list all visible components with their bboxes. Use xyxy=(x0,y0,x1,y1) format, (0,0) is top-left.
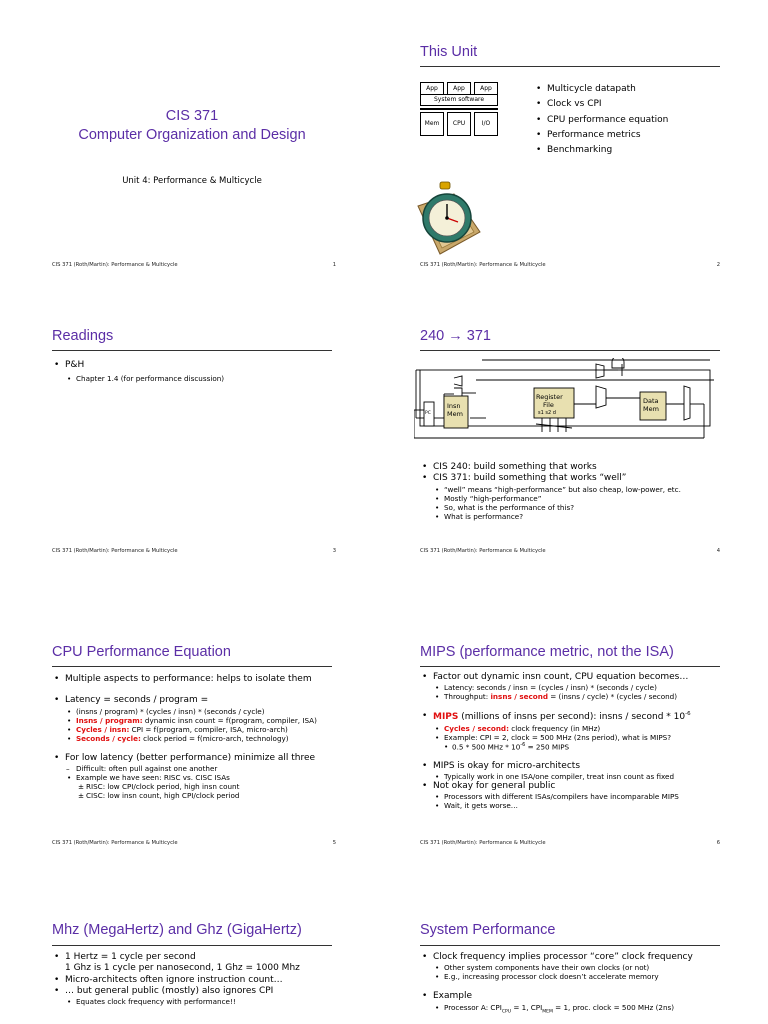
definition-text: (millions of insns per second): insns / second * 10 xyxy=(458,712,686,723)
list-item: • Processors with different ISAs/compilers have incomparable MIPS xyxy=(422,792,738,801)
list-item: – Difficult: often pull against one another xyxy=(54,764,340,773)
list-item: • Latency: seconds / insn = (cycles / insn) * (seconds / cycle) xyxy=(422,683,738,692)
exponent: -6 xyxy=(685,711,691,718)
list-item: • Multiple aspects to performance: helps to isolate them xyxy=(54,674,340,685)
line-1: 1 Hertz = 1 cycle per second xyxy=(65,952,196,962)
list-item: • Chapter 1.4 (for performance discussion) xyxy=(54,374,340,383)
proc-a-text: = 1, proc. clock = 500 MHz (2ns) xyxy=(552,1002,675,1012)
list-item: • For low latency (better performance) minimize all three xyxy=(54,753,340,764)
emphasis-term: Cycles / insn: xyxy=(76,724,130,734)
list-item: • Factor out dynamic insn count, CPU equation becomes… xyxy=(422,672,738,683)
exponent: -6 xyxy=(520,741,526,748)
list-item: • P&H xyxy=(54,360,340,371)
list-item: • Multicycle datapath xyxy=(536,82,668,97)
slide-2-bullets xyxy=(536,82,668,158)
slide-5-body xyxy=(54,674,340,800)
page-number: 4 xyxy=(716,548,720,554)
list-item: • “well” means “high-performance” but also cheap, low-power, etc. xyxy=(422,485,724,494)
subscript: CPU xyxy=(501,1008,512,1014)
slide-6-title: MIPS (performance metric, not the ISA) xyxy=(420,644,674,660)
list-item: • Equates clock frequency with performance!! xyxy=(54,997,340,1006)
title-rule xyxy=(52,350,332,351)
system-software-box: System software xyxy=(420,94,498,106)
cpu-box: CPU xyxy=(447,112,471,136)
regfile-label-1: Register xyxy=(536,393,563,401)
slide-4-title: 240 → 371 xyxy=(420,328,491,344)
definition-text: clock period = f(micro-arch, technology) xyxy=(140,733,289,743)
emphasis-term: Seconds / cycle: xyxy=(76,733,141,743)
subscript: MEM xyxy=(542,1008,553,1014)
emphasis-term: insns / second xyxy=(490,692,548,702)
list-item xyxy=(54,734,340,743)
data-mem-label-1: Data xyxy=(643,397,659,405)
footer-text: CIS 371 (Roth/Martin): Performance & Multicycle xyxy=(52,548,178,554)
calc-result: = 250 MIPS xyxy=(525,741,570,751)
pc-label: PC xyxy=(425,411,431,416)
slide-2-title: This Unit xyxy=(420,44,478,60)
list-item xyxy=(422,692,738,701)
footer-text: CIS 371 (Roth/Martin): Performance & Multicycle xyxy=(52,262,178,268)
slide-2 xyxy=(384,0,768,286)
spacer xyxy=(54,743,340,753)
definition-text: clock frequency (in MHz) xyxy=(508,723,601,733)
io-box: I/O xyxy=(474,112,498,136)
definition-text: dynamic insn count = f(program, compiler, ISA) xyxy=(142,715,317,725)
footer-text: CIS 371 (Roth/Martin): Performance & Multicycle xyxy=(420,840,546,846)
list-item: • CIS 371: build something that works “well” xyxy=(422,473,724,484)
definition-text: CPI = f(program, compiler, ISA, micro-arch) xyxy=(129,724,288,734)
footer-text: CIS 371 (Roth/Martin): Performance & Multicycle xyxy=(52,840,178,846)
data-mem-label-2: Mem xyxy=(643,405,659,413)
page-number: 3 xyxy=(332,548,336,554)
app-box: App xyxy=(420,82,444,95)
title-rule xyxy=(420,945,720,946)
slide-7-body xyxy=(54,952,340,1006)
emphasis-term: Insns / program: xyxy=(76,715,143,725)
page-number: 2 xyxy=(716,262,720,268)
list-item: • Example: CPI = 2, clock = 500 MHz (2ns period), what is MIPS? xyxy=(422,733,738,742)
list-item: • Clock vs CPI xyxy=(536,97,668,112)
list-item: • CPU performance equation xyxy=(536,113,668,128)
calc-text: 0.5 * 500 MHz * 10 xyxy=(452,741,521,751)
mem-box: Mem xyxy=(420,112,444,136)
spacer xyxy=(422,751,738,761)
list-item xyxy=(422,724,738,733)
slide-7 xyxy=(0,858,384,1024)
title-rule xyxy=(52,666,332,667)
slide-4 xyxy=(384,286,768,572)
definition-text: = (insns / cycle) * (cycles / second) xyxy=(547,692,678,702)
list-item: ± RISC: low CPI/clock period, high insn count xyxy=(54,782,340,791)
slide-8-body xyxy=(422,952,738,1015)
slide-3 xyxy=(0,286,384,572)
list-item: • So, what is the performance of this? xyxy=(422,503,724,512)
slide-7-title: Mhz (MegaHertz) and Ghz (GigaHertz) xyxy=(52,922,302,938)
page-number: 5 xyxy=(332,840,336,846)
app-box: App xyxy=(474,82,498,95)
page-number: 6 xyxy=(716,840,720,846)
list-item xyxy=(422,711,738,723)
title-rule xyxy=(420,350,720,351)
slide-2-footer xyxy=(420,262,720,268)
list-item xyxy=(54,716,340,725)
list-item: • Micro-architects often ignore instruction count… xyxy=(54,975,340,986)
insn-mem-label-1: Insn xyxy=(447,402,461,410)
list-item: • Example we have seen: RISC vs. CISC ISAs xyxy=(54,773,340,782)
slide-1-subtitle: Unit 4: Performance & Multicycle xyxy=(122,176,262,186)
slide-5-footer xyxy=(52,840,336,846)
list-item xyxy=(422,742,738,751)
title-rule xyxy=(420,66,720,67)
list-item: • Other system components have their own clocks (or not) xyxy=(422,963,738,972)
list-item: • Typically work in one ISA/one compiler, treat insn count as fixed xyxy=(422,772,738,781)
slide-1 xyxy=(0,0,384,286)
slide-3-footer xyxy=(52,548,336,554)
list-item: • Mostly “high-performance” xyxy=(422,494,724,503)
slide-5 xyxy=(0,572,384,858)
slide-8 xyxy=(384,858,768,1024)
list-item: • CIS 240: build something that works xyxy=(422,462,724,473)
list-item: ± CISC: low insn count, high CPI/clock period xyxy=(54,791,340,800)
slide-6-footer xyxy=(420,840,720,846)
clock-icon xyxy=(414,180,486,260)
spacer xyxy=(422,981,738,991)
proc-a-text: = 1, CPI xyxy=(511,1002,543,1012)
slide-4-body xyxy=(422,462,724,521)
list-item: • (insns / program) * (cycles / insn) * (seconds / cycle) xyxy=(54,707,340,716)
title-rule xyxy=(52,945,332,946)
footer-text: CIS 371 (Roth/Martin): Performance & Multicycle xyxy=(420,262,546,268)
title-rule xyxy=(420,666,720,667)
slide-3-body xyxy=(54,360,340,383)
spacer xyxy=(54,685,340,695)
stack-divider xyxy=(420,108,498,110)
app-box: App xyxy=(447,82,471,95)
slide-5-title: CPU Performance Equation xyxy=(52,644,231,660)
slide-1-title-line2: Computer Organization and Design xyxy=(78,127,306,143)
emphasis-term: MIPS xyxy=(433,712,459,723)
regfile-ports-label: s1 s2 d xyxy=(538,410,556,416)
list-item: • E.g., increasing processor clock doesn’t accelerate memory xyxy=(422,972,738,981)
list-item: • … but general public (mostly) also ignores CPI xyxy=(54,986,340,997)
list-item xyxy=(54,725,340,734)
regfile-label-2: File xyxy=(543,401,554,409)
list-item xyxy=(54,952,340,975)
slide-3-title: Readings xyxy=(52,328,114,344)
list-item: • MIPS is okay for micro-architects xyxy=(422,761,738,772)
datapath-diagram xyxy=(414,358,714,442)
throughput-label: Throughput: xyxy=(444,692,491,702)
slide-6-body xyxy=(422,672,738,810)
slide-6 xyxy=(384,572,768,858)
slide-1-footer xyxy=(52,262,336,268)
list-item: • Benchmarking xyxy=(536,143,668,158)
spacer xyxy=(422,701,738,711)
list-item: • What is performance? xyxy=(422,512,724,521)
slide-4-footer xyxy=(420,548,720,554)
slide-8-title: System Performance xyxy=(420,922,556,938)
list-item: • Not okay for general public xyxy=(422,781,738,792)
page-number: 1 xyxy=(332,262,336,268)
line-2: 1 Ghz is 1 cycle per nanosecond, 1 Ghz = 1000 Mhz xyxy=(65,963,300,974)
proc-a-text: Processor A: CPI xyxy=(444,1002,502,1012)
list-item: • Wait, it gets worse… xyxy=(422,801,738,810)
insn-mem-label-2: Mem xyxy=(447,410,463,418)
list-item: • Performance metrics xyxy=(536,128,668,143)
footer-text: CIS 371 (Roth/Martin): Performance & Multicycle xyxy=(420,548,546,554)
list-item: • Latency = seconds / program = xyxy=(54,695,340,706)
list-item: • Example xyxy=(422,991,738,1002)
slide-1-title-line1: CIS 371 xyxy=(165,108,219,124)
emphasis-term: Cycles / second: xyxy=(444,723,509,733)
list-item: • Clock frequency implies processor “core” clock frequency xyxy=(422,952,738,963)
list-item xyxy=(422,1003,738,1015)
